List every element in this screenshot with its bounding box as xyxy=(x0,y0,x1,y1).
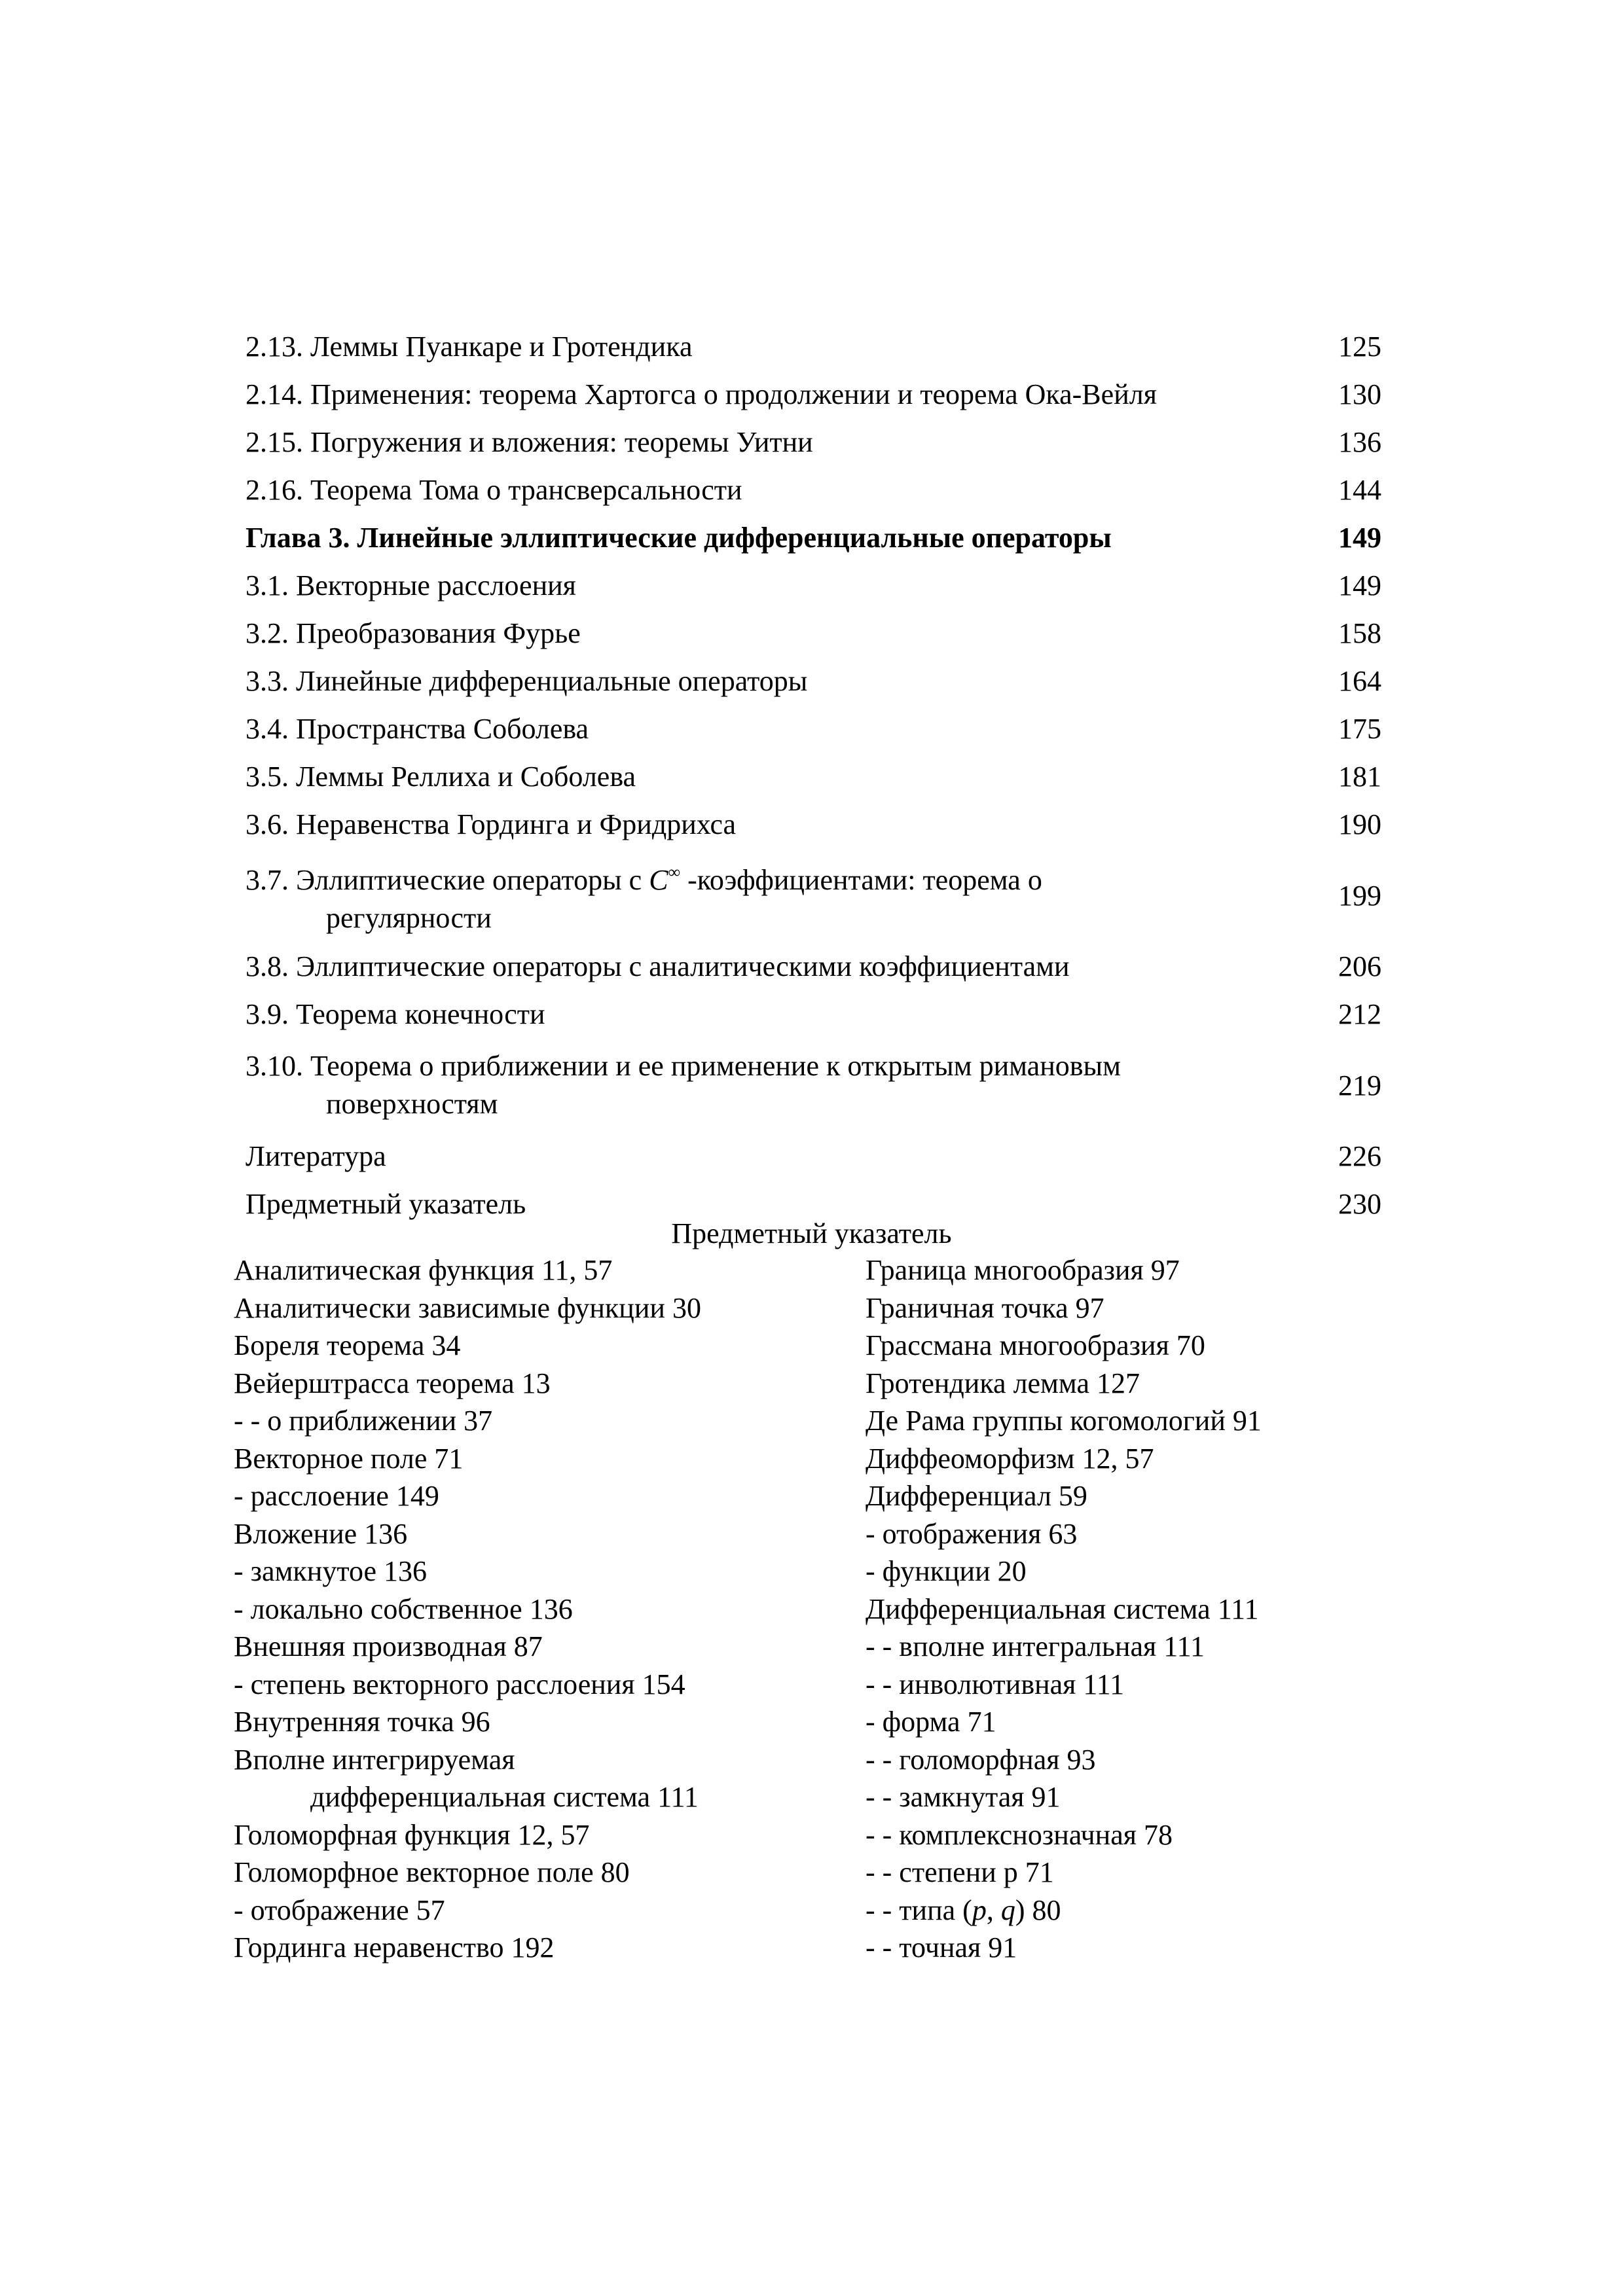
table-of-contents xyxy=(246,323,1381,1228)
index-item: Внутренняя точка 96 xyxy=(234,1706,490,1738)
toc-entry-title-part: 3.7. Эллиптические операторы с xyxy=(246,864,642,896)
math-p: p xyxy=(972,1893,987,1926)
index-item: Векторное поле 71 xyxy=(234,1442,464,1475)
infinity-superscript: ∞ xyxy=(668,863,681,882)
toc-entry-2-14 xyxy=(246,370,1381,418)
math-q: q xyxy=(1000,1893,1015,1926)
index-item: Вейерштрасса теорема 13 xyxy=(234,1367,551,1399)
index-item: - - комплекснозначная 78 xyxy=(866,1818,1173,1851)
toc-entry-title: 2.15. Погружения и вложения: теоремы Уитни xyxy=(246,425,813,458)
toc-entry-title: Предметный указатель xyxy=(246,1187,526,1220)
index-item: Голоморфная функция 12, 57 xyxy=(234,1818,590,1851)
toc-entry-title: 3.2. Преобразования Фурье xyxy=(246,617,581,649)
index-column-right xyxy=(866,1251,1262,1967)
toc-entry-3-9 xyxy=(246,990,1381,1038)
toc-entry-title xyxy=(246,1047,1322,1123)
index-item: - расслоение 149 xyxy=(234,1480,439,1512)
toc-entry-page: 130 xyxy=(1338,378,1381,410)
math-c: C xyxy=(649,864,668,896)
toc-entry-page: 181 xyxy=(1338,761,1381,793)
toc-entry-title-part: 3.10. Теорема о приближении и ее применение к открытым римановым xyxy=(246,1050,1121,1082)
toc-entry-title-continuation: поверхностям xyxy=(326,1088,498,1120)
toc-entry-title: 3.9. Теорема конечности xyxy=(246,997,545,1030)
toc-entry-page: 164 xyxy=(1338,665,1381,697)
toc-chapter-title: Глава 3. Линейные эллиптические дифференциальные операторы xyxy=(246,521,1112,554)
toc-entry-3-3 xyxy=(246,657,1381,705)
toc-entry-3-8 xyxy=(246,942,1381,990)
toc-entry-page: 212 xyxy=(1338,998,1381,1030)
toc-entry-3-1 xyxy=(246,562,1381,609)
toc-entry-page: 226 xyxy=(1338,1140,1381,1172)
toc-entry-3-5 xyxy=(246,753,1381,800)
toc-entry-title xyxy=(246,853,1322,937)
index-item: Дифференциальная система 111 xyxy=(866,1592,1259,1625)
index-item: Бореля теорема 34 xyxy=(234,1329,461,1361)
toc-entry-title: 3.8. Эллиптические операторы с аналитическими коэффициентами xyxy=(246,950,1070,982)
index-item-typeform xyxy=(866,1892,1262,1929)
toc-entry-page: 136 xyxy=(1338,426,1381,458)
subject-index-heading: Предметный указатель xyxy=(671,1217,952,1249)
toc-entry-3-7 xyxy=(246,848,1381,942)
index-item-part: - - типа ( xyxy=(866,1893,972,1926)
index-item: Грассмана многообразия 70 xyxy=(866,1329,1205,1361)
index-item: - замкнутое 136 xyxy=(234,1555,428,1587)
toc-entry-title: 3.6. Неравенства Гординга и Фридрихса xyxy=(246,808,737,840)
toc-entry-3-10 xyxy=(246,1038,1381,1132)
toc-entry-title: 3.1. Векторные расслоения xyxy=(246,569,576,601)
toc-entry-2-13 xyxy=(246,323,1381,370)
index-item: Граница многообразия 97 xyxy=(866,1254,1180,1286)
toc-entry-page: 158 xyxy=(1338,617,1381,649)
toc-entry-page: 190 xyxy=(1338,808,1381,840)
index-item: Внешняя производная 87 xyxy=(234,1630,543,1662)
index-item: - отображения 63 xyxy=(866,1517,1078,1550)
index-item: - - о приближении 37 xyxy=(234,1405,493,1437)
toc-entry-3-2 xyxy=(246,609,1381,657)
toc-entry-title-part: -коэффициентами: теорема о xyxy=(687,864,1042,896)
index-item: - локально собственное 136 xyxy=(234,1592,573,1625)
index-item: Голоморфное векторное поле 80 xyxy=(234,1856,630,1888)
index-item: - функции 20 xyxy=(866,1555,1027,1587)
index-item: Де Рама группы когомологий 91 xyxy=(866,1405,1262,1437)
toc-entry-page: 219 xyxy=(1338,1069,1381,1102)
index-item: - отображение 57 xyxy=(234,1893,445,1926)
toc-entry-literature xyxy=(246,1132,1381,1180)
toc-entry-title: 3.4. Пространства Соболева xyxy=(246,712,589,745)
index-item: Аналитически зависимые функции 30 xyxy=(234,1291,701,1324)
toc-entry-title: 2.13. Леммы Пуанкаре и Гротендика xyxy=(246,330,693,363)
toc-entry-title-continuation: регулярности xyxy=(326,902,492,934)
index-item: - - точная 91 xyxy=(866,1931,1017,1964)
toc-entry-3-6 xyxy=(246,800,1381,848)
toc-entry-2-16 xyxy=(246,466,1381,514)
toc-entry-2-15 xyxy=(246,418,1381,466)
toc-entry-title: Литература xyxy=(246,1139,386,1172)
toc-entry-title: 3.3. Линейные дифференциальные операторы xyxy=(246,664,808,697)
index-item: - - степени р 71 xyxy=(866,1856,1054,1888)
index-item: - - голоморфная 93 xyxy=(866,1743,1096,1776)
index-item: Дифференциал 59 xyxy=(866,1480,1087,1512)
index-item: - - замкнутая 91 xyxy=(866,1781,1061,1813)
index-item: Граничная точка 97 xyxy=(866,1291,1104,1324)
toc-entry-title: 2.14. Применения: теорема Хартогса о продолжении и теорема Ока-Вейля xyxy=(246,378,1157,410)
index-item: - форма 71 xyxy=(866,1706,996,1738)
toc-chapter-page: 149 xyxy=(1338,522,1381,554)
toc-entry-page: 230 xyxy=(1338,1188,1381,1220)
index-item: Аналитическая функция 11, 57 xyxy=(234,1254,613,1286)
c-infinity-symbol xyxy=(649,864,680,896)
index-item: Гротендика лемма 127 xyxy=(866,1367,1140,1399)
toc-entry-title: 3.5. Леммы Реллиха и Соболева xyxy=(246,760,636,793)
index-item: Гординга неравенство 192 xyxy=(234,1931,555,1964)
toc-entry-page: 206 xyxy=(1338,950,1381,982)
index-item: - степень векторного расслоения 154 xyxy=(234,1668,685,1700)
toc-entry-title: 2.16. Теорема Тома о трансверсальности xyxy=(246,473,742,506)
toc-entry-page: 144 xyxy=(1338,474,1381,506)
toc-entry-3-4 xyxy=(246,705,1381,753)
toc-entry-page: 125 xyxy=(1338,331,1381,363)
toc-entry-page: 149 xyxy=(1338,569,1381,601)
index-item: - - вполне интегральная 111 xyxy=(866,1630,1205,1662)
index-item: Диффеоморфизм 12, 57 xyxy=(866,1442,1154,1475)
toc-entry-page: 175 xyxy=(1338,713,1381,745)
index-column-left xyxy=(234,1251,701,1967)
index-item: Вложение 136 xyxy=(234,1517,408,1550)
toc-entry-page: 199 xyxy=(1338,879,1381,912)
index-item: Вполне интегрируемая xyxy=(234,1743,515,1776)
index-item-part: , xyxy=(986,1893,1001,1926)
index-item: - - инволютивная 111 xyxy=(866,1668,1125,1700)
index-item-part: ) 80 xyxy=(1015,1893,1061,1926)
toc-chapter-3 xyxy=(246,514,1381,562)
index-item-continuation: дифференциальная система 111 xyxy=(310,1781,699,1813)
